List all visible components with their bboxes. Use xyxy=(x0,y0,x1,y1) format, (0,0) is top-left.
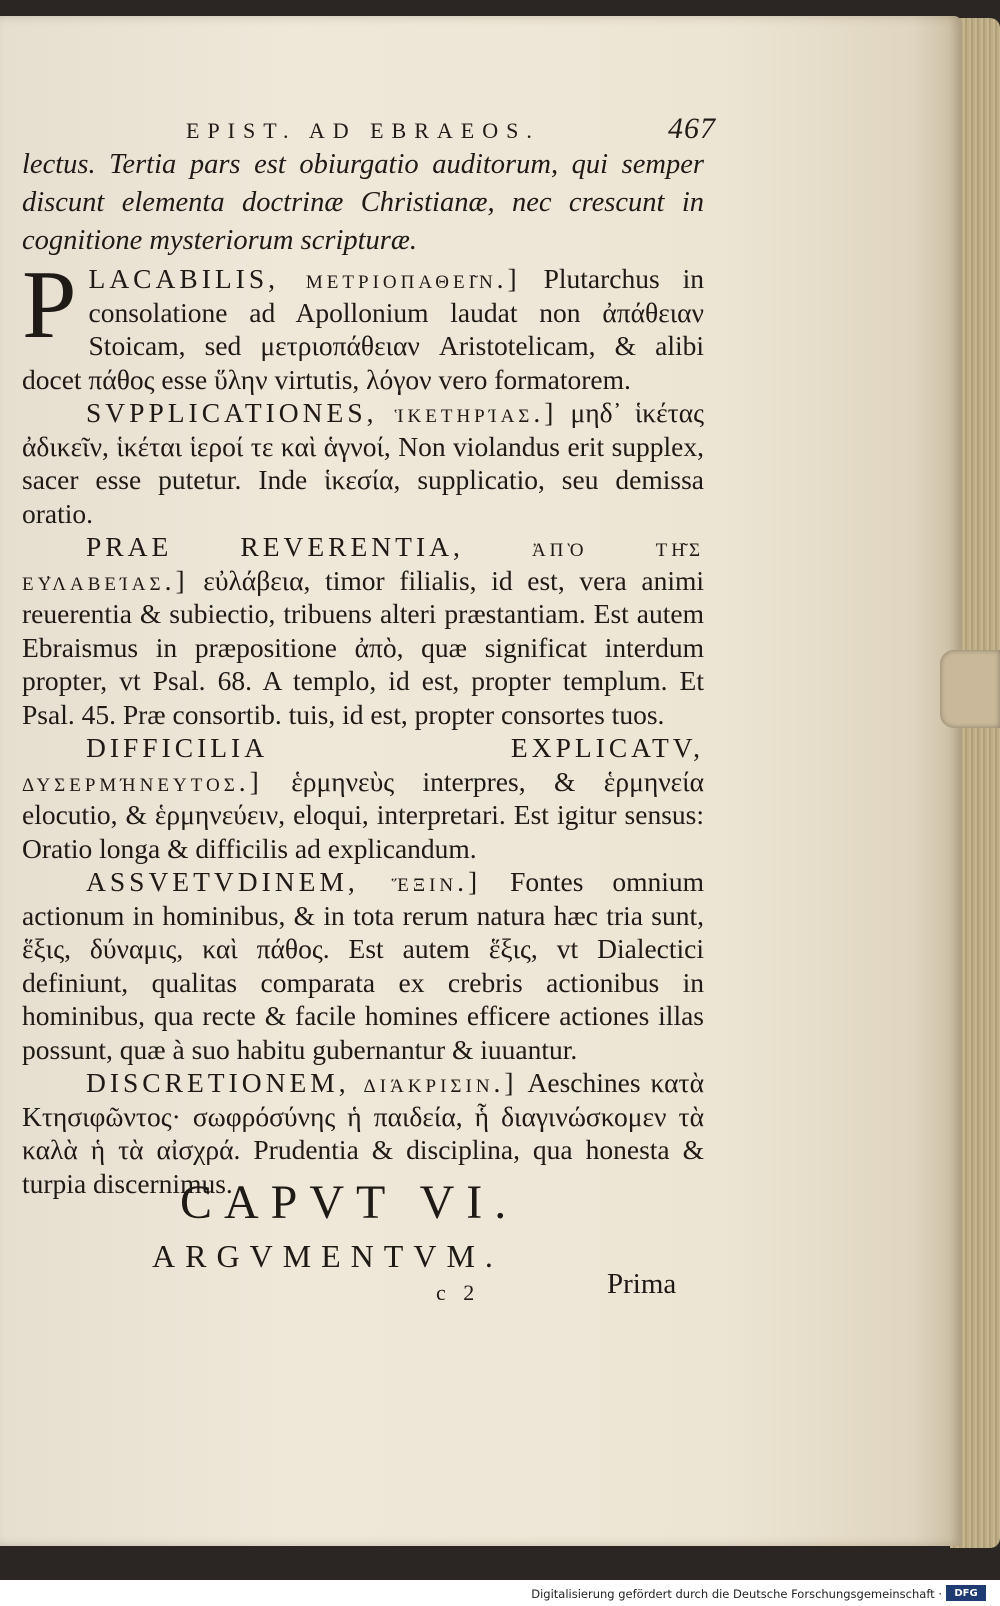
paragraph-text: Plutarchus in consolatione ad Apollonium laudat non ἀπάθειαν Stoicam, sed μετριοπάθειαν Aristotelicam, & alibi docet πάθος esse ὕλην virtutis, λόγον vero formatorem. xyxy=(22,263,704,395)
lemma: SVPPLICATIONES, ἱκετηρίας.] xyxy=(86,397,558,428)
catchword: Prima xyxy=(607,1268,677,1300)
commentary-paragraph xyxy=(22,865,704,1066)
commentary-paragraph xyxy=(22,396,704,530)
digitization-credit: Digitalisierung gefördert durch die Deutsche Forschungsgemeinschaft · xyxy=(531,1587,942,1601)
paragraph-text: Aeschines κατὰ Κτησιφῶντος· σωφρόσύνης ἡ παιδεία, ἧ διαγινώσκομεν τὰ καλὰ ἡ τὰ αἰσχρά. Prudentia & disciplina, qua honesta & turpia discernimus. xyxy=(22,1067,704,1199)
commentary-body xyxy=(22,251,705,1200)
paragraph-text: ἑρμηνεὺς interpres, & ἑρμηνεία elocutio, & ἑρμηνεύειν, eloqui, interpretari. Est igitur sensus: Oratio longa & difficilis ad explicandum. xyxy=(22,765,704,864)
chapter-title: CAPVT VI. xyxy=(180,1176,519,1229)
lemma: PRAE REVERENTIA, ἀπὸ τῆς εὐλαβείας.] xyxy=(22,531,704,596)
bookmark-tab xyxy=(940,650,1000,728)
lemma: LACABILIS, μετριοπαθεῖν.] xyxy=(88,263,521,294)
footer-bar xyxy=(0,1580,1000,1606)
argument-title: ARGVMENTVM. xyxy=(152,1238,503,1274)
commentary-paragraph xyxy=(22,530,704,731)
page-number: 467 xyxy=(668,112,716,145)
dfg-logo: DFG xyxy=(946,1585,986,1601)
lemma: DISCRETIONEM, διάκρισιν.] xyxy=(86,1067,518,1098)
page-header xyxy=(186,112,716,145)
running-title: EPIST. AD EBRAEOS. xyxy=(186,118,540,143)
commentary-paragraph xyxy=(22,251,704,396)
argument-continuation: lectus. Tertia pars est obiurgatio auditorum, qui semper discunt elementa doctrinæ Christianæ, nec crescunt in cognitione mysteriorum scripturæ. xyxy=(22,149,704,256)
paragraph-text: εὐλάβεια, timor filialis, id est, vera animi reuerentia & subiectio, tribuens alteri præstantiam. Est autem Ebraismus in præpositione ἀπὸ, quæ significat interdum propter, vt Psal. 68. A templo, id est, propter templum. Et Psal. 45. Præ consortib. tuis, id est, propter consortes tuos. xyxy=(22,564,704,730)
lemma: DIFFICILIA EXPLICATV, δυσερμήνευτος.] xyxy=(22,732,704,797)
lemma: ASSVETVDINEM, ἕξιν.] xyxy=(86,866,482,897)
drop-capital: P xyxy=(22,251,77,359)
paragraph-text: μηδ᾽ ἱκέτας ἀδικεῖν, ἱκέται ἱεροί τε καὶ ἁγνοί, Non violandus erit supplex, sacer esse putetur. Inde ἱκεσία, supplicatio, seu demissa oratio. xyxy=(22,397,704,529)
commentary-paragraph xyxy=(22,731,704,865)
signature-mark: c 2 xyxy=(436,1280,481,1305)
paragraph-text: Fontes omnium actionum in hominibus, & in tota rerum natura hæc tria sunt, ἕξις, δύναμις, καὶ πάθος. Est autem ἕξις, vt Dialectici definiunt, qualitas comparata ex crebris actionibus in hominibus, qua recte & facile homines efficere actiones illas possunt, quæ à suo habitu gubernantur & iuuantur. xyxy=(22,866,705,1065)
